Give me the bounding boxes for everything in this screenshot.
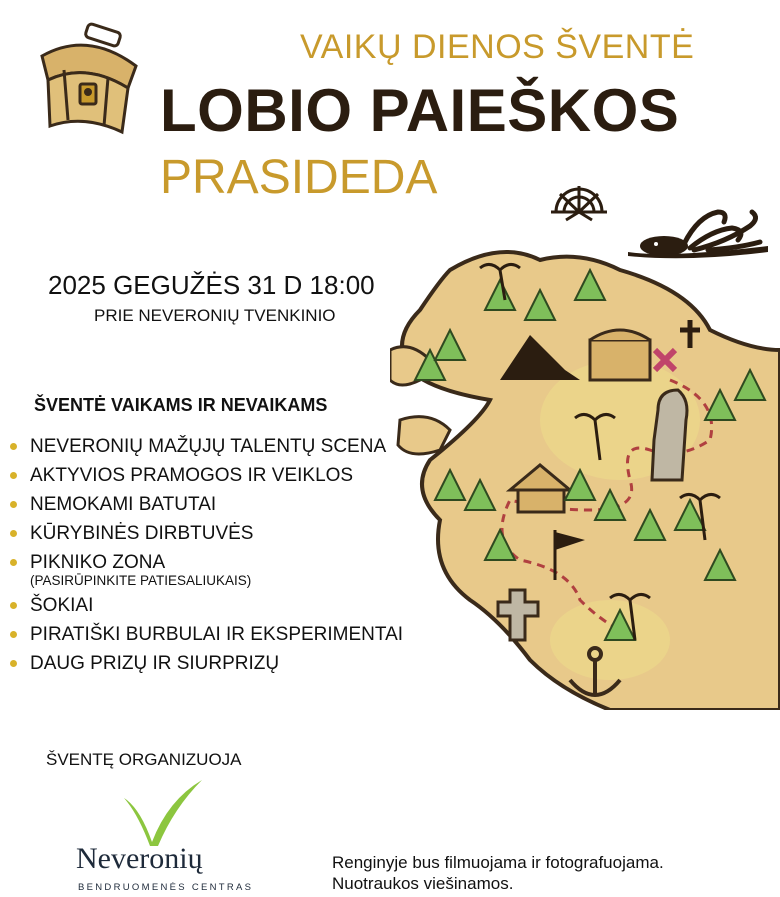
list-item-label: PIRATIŠKI BURBULAI IR EKSPERIMENTAI <box>30 624 404 645</box>
list-item-label: NEVERONIŲ MAŽŲJŲ TALENTŲ SCENA <box>30 436 387 457</box>
bullet-icon <box>10 472 17 479</box>
event-location: PRIE NEVERONIŲ TVENKINIO <box>94 306 336 325</box>
organizer-label: ŠVENTĘ ORGANIZUOJA <box>46 750 242 769</box>
list-item-label: KŪRYBINĖS DIRBTUVĖS <box>30 523 254 544</box>
list-item-label: ŠOKIAI <box>30 595 94 616</box>
photo-notice-line1: Renginyje bus filmuojama ir fotografuojama. <box>332 853 664 872</box>
logo-name: Neveronių <box>76 842 203 875</box>
list-item-label: PIKNIKO ZONA <box>30 552 166 573</box>
bullet-icon <box>10 559 17 566</box>
list-item <box>10 432 480 461</box>
program-list <box>10 432 480 678</box>
bullet-icon <box>10 602 17 609</box>
bullet-icon <box>10 530 17 537</box>
treasure-chest-icon <box>28 22 148 142</box>
event-datetime: 2025 GEGUŽĖS 31 D 18:00 <box>48 270 375 300</box>
bullet-icon <box>10 660 17 667</box>
list-item-note <box>10 573 480 591</box>
bullet-icon <box>10 443 17 450</box>
list-item-label: DAUG PRIZŲ IR SIURPRIZŲ <box>30 653 280 674</box>
event-title-continued: PRASIDEDA <box>160 151 438 204</box>
event-subtitle: VAIKŲ DIENOS ŠVENTĖ <box>300 28 695 66</box>
list-item <box>10 649 480 678</box>
list-item <box>10 461 480 490</box>
event-title: LOBIO PAIEŠKOS <box>160 77 680 144</box>
list-item <box>10 620 480 649</box>
list-item <box>10 490 480 519</box>
bullet-icon <box>10 631 17 638</box>
bullet-icon <box>10 501 17 508</box>
list-item-label: AKTYVIOS PRAMOGOS IR VEIKLOS <box>30 465 354 486</box>
ship-wheel-icon <box>548 182 610 222</box>
logo-subtitle: BENDRUOMENĖS CENTRAS <box>78 882 254 893</box>
list-item <box>10 591 480 620</box>
list-item-note-label: (PASIRŪPINKITE PATIESALIUKAIS) <box>30 573 252 588</box>
list-item <box>10 519 480 548</box>
logo-v-mark <box>120 778 206 848</box>
list-item-label: NEMOKAMI BATUTAI <box>30 494 217 515</box>
photo-notice <box>332 852 772 894</box>
program-heading: ŠVENTĖ VAIKAMS IR NEVAIKAMS <box>34 395 328 415</box>
photo-notice-line2: Nuotraukos viešinamos. <box>332 874 514 893</box>
